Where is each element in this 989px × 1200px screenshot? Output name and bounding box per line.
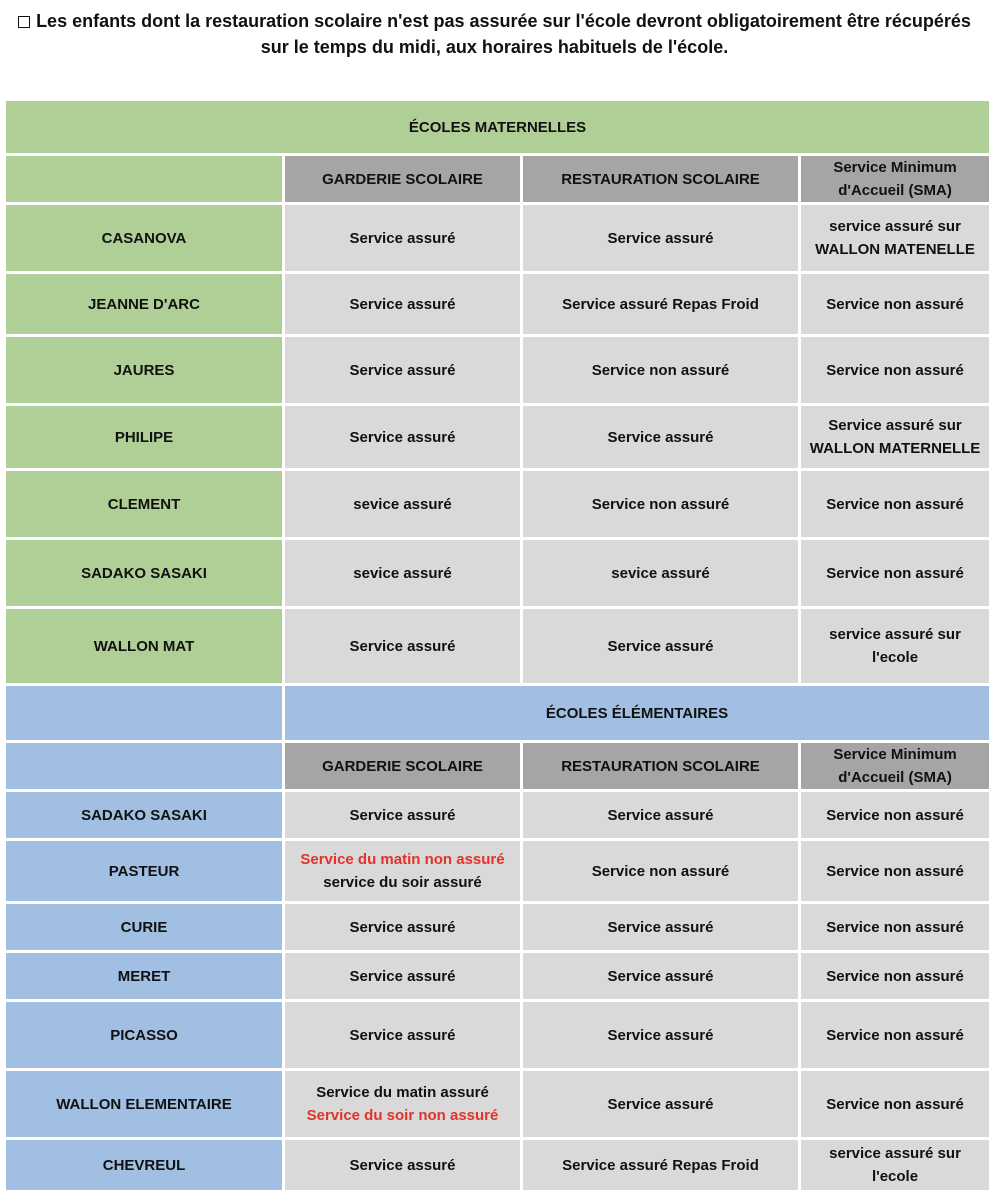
- table-row: [6, 1140, 989, 1190]
- table-row: [6, 205, 989, 271]
- school-name: SADAKO SASAKI: [6, 540, 282, 606]
- garderie-cell: sevice assuré: [285, 540, 520, 606]
- garderie-cell: [285, 1071, 520, 1137]
- garderie-cell: Service assuré: [285, 609, 520, 683]
- school-name: MERET: [6, 953, 282, 999]
- school-name: WALLON ELEMENTAIRE: [6, 1071, 282, 1137]
- sma-cell: Service non assuré: [801, 1071, 989, 1137]
- restauration-cell: Service non assuré: [523, 841, 798, 901]
- table-row: [6, 540, 989, 606]
- school-name: PHILIPE: [6, 406, 282, 468]
- garderie-cell: Service assuré: [285, 274, 520, 334]
- notice: [0, 0, 989, 96]
- sma-line-1: service assuré sur: [829, 626, 961, 643]
- table-row: [6, 953, 989, 999]
- restauration-cell: Service assuré Repas Froid: [523, 1140, 798, 1190]
- table-row: [6, 609, 989, 683]
- sma-line-2: l'ecole: [871, 1168, 919, 1185]
- elementaires-title-blank: [6, 686, 282, 740]
- garderie-cell: Service assuré: [285, 953, 520, 999]
- restauration-cell: Service non assuré: [523, 471, 798, 537]
- garderie-line-1: Service du matin non assuré: [300, 851, 505, 868]
- elementaires-header-blank: [6, 743, 282, 789]
- school-name: CASANOVA: [6, 205, 282, 271]
- notice-text-2: sur le temps du midi, aux horaires habituels de l'école.: [260, 37, 729, 57]
- sma-header-line-1: Service Minimum: [833, 746, 957, 763]
- school-name: CHEVREUL: [6, 1140, 282, 1190]
- sma-line-1: service assuré sur: [829, 1145, 961, 1162]
- sma-header-line-1: Service Minimum: [833, 159, 957, 176]
- empty-checkbox-icon: [18, 16, 30, 28]
- elementaires-header-garderie: GARDERIE SCOLAIRE: [285, 743, 520, 789]
- table-row: [6, 337, 989, 403]
- maternelles-header-sma: [801, 156, 989, 202]
- maternelles-header-garderie: GARDERIE SCOLAIRE: [285, 156, 520, 202]
- sma-line-1: service assuré sur: [829, 218, 961, 235]
- restauration-cell: Service assuré: [523, 953, 798, 999]
- table-row: [6, 274, 989, 334]
- table-row: [6, 471, 989, 537]
- maternelles-header-restauration: RESTAURATION SCOLAIRE: [523, 156, 798, 202]
- sma-cell: [801, 1140, 989, 1190]
- table-row: [6, 792, 989, 838]
- sma-cell: Service non assuré: [801, 792, 989, 838]
- school-name: WALLON MAT: [6, 609, 282, 683]
- notice-line-1: [0, 8, 989, 34]
- table-row: [6, 1071, 989, 1137]
- school-name: CLEMENT: [6, 471, 282, 537]
- elementaires-header-sma: [801, 743, 989, 789]
- restauration-cell: sevice assuré: [523, 540, 798, 606]
- sma-line-2: l'ecole: [871, 649, 919, 666]
- sma-cell: Service non assuré: [801, 471, 989, 537]
- restauration-cell: Service assuré: [523, 904, 798, 950]
- sma-header-line-2: d'Accueil (SMA): [838, 182, 952, 199]
- sma-line-2: WALLON MATERNELLE: [809, 440, 981, 457]
- garderie-cell: Service assuré: [285, 792, 520, 838]
- restauration-cell: Service assuré Repas Froid: [523, 274, 798, 334]
- schools-table: [3, 98, 989, 1193]
- garderie-line-2: service du soir assuré: [323, 874, 482, 891]
- table-row: [6, 904, 989, 950]
- elementaires-header-row: [6, 743, 989, 789]
- sma-cell: [801, 609, 989, 683]
- sma-cell: Service non assuré: [801, 274, 989, 334]
- sma-cell: Service non assuré: [801, 841, 989, 901]
- table-row: [6, 406, 989, 468]
- elementaires-header-restauration: RESTAURATION SCOLAIRE: [523, 743, 798, 789]
- school-name: JAURES: [6, 337, 282, 403]
- elementaires-title: ÉCOLES ÉLÉMENTAIRES: [285, 686, 989, 740]
- sma-header-line-2: d'Accueil (SMA): [838, 769, 952, 786]
- garderie-cell: sevice assuré: [285, 471, 520, 537]
- garderie-cell: Service assuré: [285, 1002, 520, 1068]
- garderie-line-2: Service du soir non assuré: [306, 1107, 499, 1124]
- school-name: CURIE: [6, 904, 282, 950]
- garderie-cell: Service assuré: [285, 904, 520, 950]
- maternelles-title: ÉCOLES MATERNELLES: [6, 101, 989, 153]
- school-name: JEANNE D'ARC: [6, 274, 282, 334]
- sma-cell: [801, 205, 989, 271]
- sma-cell: Service non assuré: [801, 953, 989, 999]
- table-row: [6, 1002, 989, 1068]
- restauration-cell: Service assuré: [523, 406, 798, 468]
- maternelles-header-blank: [6, 156, 282, 202]
- sma-cell: Service non assuré: [801, 337, 989, 403]
- sma-line-2: WALLON MATENELLE: [815, 241, 975, 258]
- sma-cell: Service non assuré: [801, 540, 989, 606]
- garderie-cell: Service assuré: [285, 1140, 520, 1190]
- restauration-cell: Service assuré: [523, 1071, 798, 1137]
- maternelles-title-row: [6, 101, 989, 153]
- sma-cell: Service non assuré: [801, 904, 989, 950]
- garderie-cell: Service assuré: [285, 406, 520, 468]
- restauration-cell: Service assuré: [523, 1002, 798, 1068]
- restauration-cell: Service assuré: [523, 792, 798, 838]
- sma-cell: Service non assuré: [801, 1002, 989, 1068]
- maternelles-header-row: [6, 156, 989, 202]
- table-row: [6, 841, 989, 901]
- garderie-line-1: Service du matin assuré: [316, 1084, 489, 1101]
- garderie-cell: Service assuré: [285, 205, 520, 271]
- notice-text-1: Les enfants dont la restauration scolaire n'est pas assurée sur l'école devront obligatoirement être récupérés: [36, 11, 971, 31]
- garderie-cell: Service assuré: [285, 337, 520, 403]
- school-name: PICASSO: [6, 1002, 282, 1068]
- sma-cell: [801, 406, 989, 468]
- restauration-cell: Service assuré: [523, 205, 798, 271]
- garderie-cell: [285, 841, 520, 901]
- school-name: SADAKO SASAKI: [6, 792, 282, 838]
- restauration-cell: Service assuré: [523, 609, 798, 683]
- elementaires-title-row: [6, 686, 989, 740]
- sma-line-1: Service assuré sur: [828, 417, 962, 434]
- restauration-cell: Service non assuré: [523, 337, 798, 403]
- school-name: PASTEUR: [6, 841, 282, 901]
